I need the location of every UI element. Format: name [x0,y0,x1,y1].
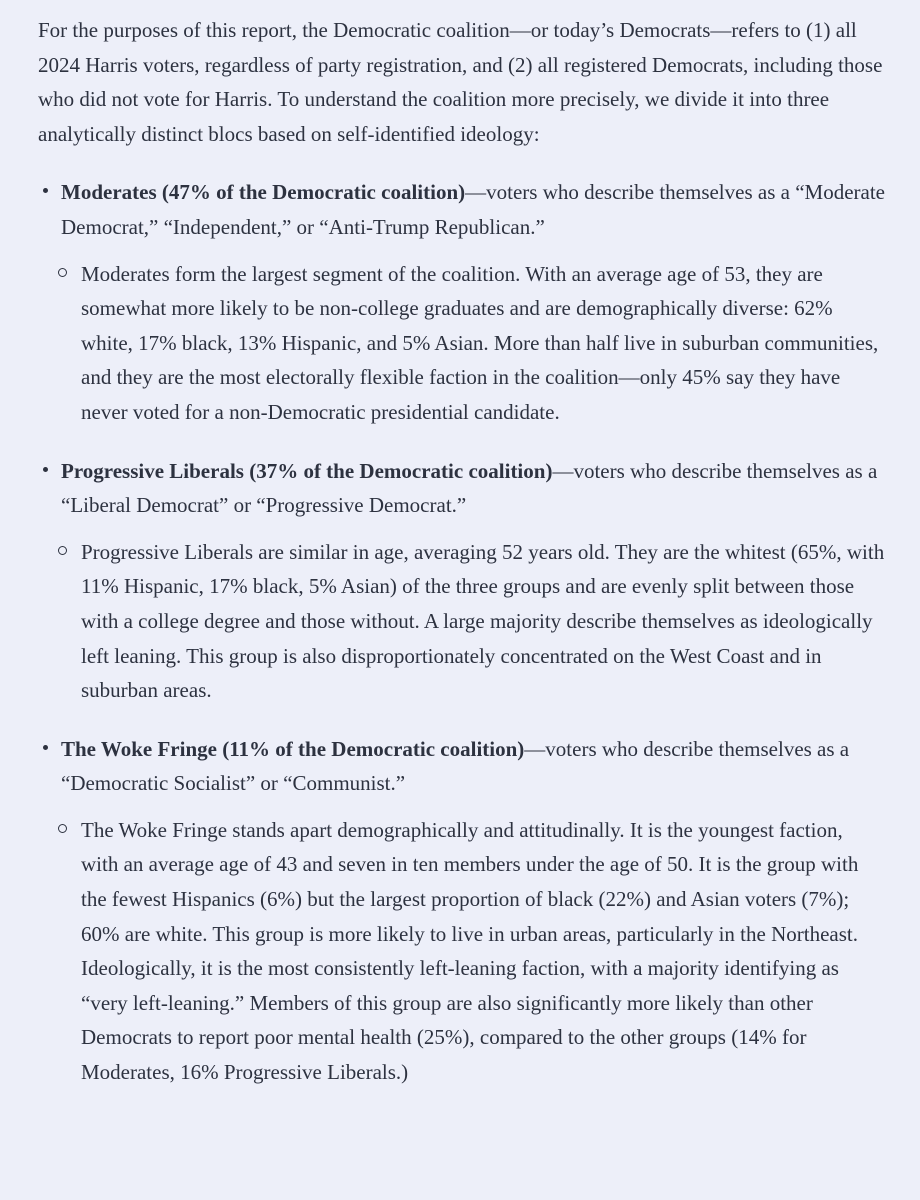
bloc-detail-progressive-liberals: Progressive Liberals are similar in age, averaging 52 years old. They are the whitest (65%, with 11% Hispanic, 17% black, 5% Asian) of the three groups and are evenly split between those with a college degree and those without. A large majority describe themselves as ideologically left leaning. This group is also disproportionately concentrated on the West Coast and in suburban areas. [81,539,885,703]
list-item-moderates [38,175,885,429]
sub-list-item-woke-fringe [61,813,885,1090]
bloc-heading-rest: —voters who describe themselves as a “Democratic Socialist” or “Communist.” [61,736,850,796]
bloc-heading-bold: Moderates (47% of the Democratic coalition) [61,180,466,205]
list-item-woke-fringe [38,732,885,1090]
bullet-dot-icon [43,467,48,472]
bloc-heading-bold: The Woke Fringe (11% of the Democratic coalition) [61,736,525,761]
bloc-detail-woke-fringe: The Woke Fringe stands apart demographically and attitudinally. It is the youngest faction, with an average age of 43 and seven in ten members under the age of 50. It is the group with the fewest Hispanics (6%) but the largest proportion of black (22%) and Asian voters (7%); 60% are white. This group is more likely to live in urban areas, particularly in the Northeast. Ideologically, it is the most consistently left-leaning faction, with a majority identifying as “very left-leaning.” Members of this group are also significantly more likely than other Democrats to report poor mental health (25%), compared to the other groups (14% for Moderates, 16% Progressive Liberals.) [81,817,859,1085]
list-item-progressive-liberals [38,454,885,708]
bloc-heading-bold: Progressive Liberals (37% of the Democratic coalition) [61,458,553,483]
bloc-heading-woke-fringe [61,732,885,801]
bullet-circle-icon [58,268,67,277]
bullet-dot-icon [43,745,48,750]
sub-list-item-moderates [61,257,885,430]
bloc-detail-moderates: Moderates form the largest segment of the coalition. With an average age of 53, they are somewhat more likely to be non-college graduates and are demographically diverse: 62% white, 17% black, 13% Hispanic, and 5% Asian. More than half live in suburban communities, and they are the most electorally flexible faction in the coalition—only 45% say they have never voted for a non-Democratic presidential candidate. [81,261,879,424]
bullet-circle-icon [58,824,67,833]
sub-list-item-progressive-liberals [61,535,885,708]
bloc-heading-moderates [61,175,885,244]
intro-paragraph: For the purposes of this report, the Democratic coalition—or today’s Democrats—refers to (1) all 2024 Harris voters, regardless of party registration, and (2) all registered Democrats, including those who did not vote for Harris. To understand the coalition more precisely, we divide it into three analytically distinct blocs based on self-identified ideology: [38,18,883,146]
bloc-heading-rest: —voters who describe themselves as a “Liberal Democrat” or “Progressive Democrat.” [61,458,878,518]
coalition-bloc-list [38,175,885,1089]
bloc-heading-rest: —voters who describe themselves as a “Moderate Democrat,” “Independent,” or “Anti-Trump Republican.” [61,180,885,239]
bullet-circle-icon [58,546,67,555]
bloc-heading-progressive-liberals [61,454,885,523]
bullet-dot-icon [43,188,48,193]
